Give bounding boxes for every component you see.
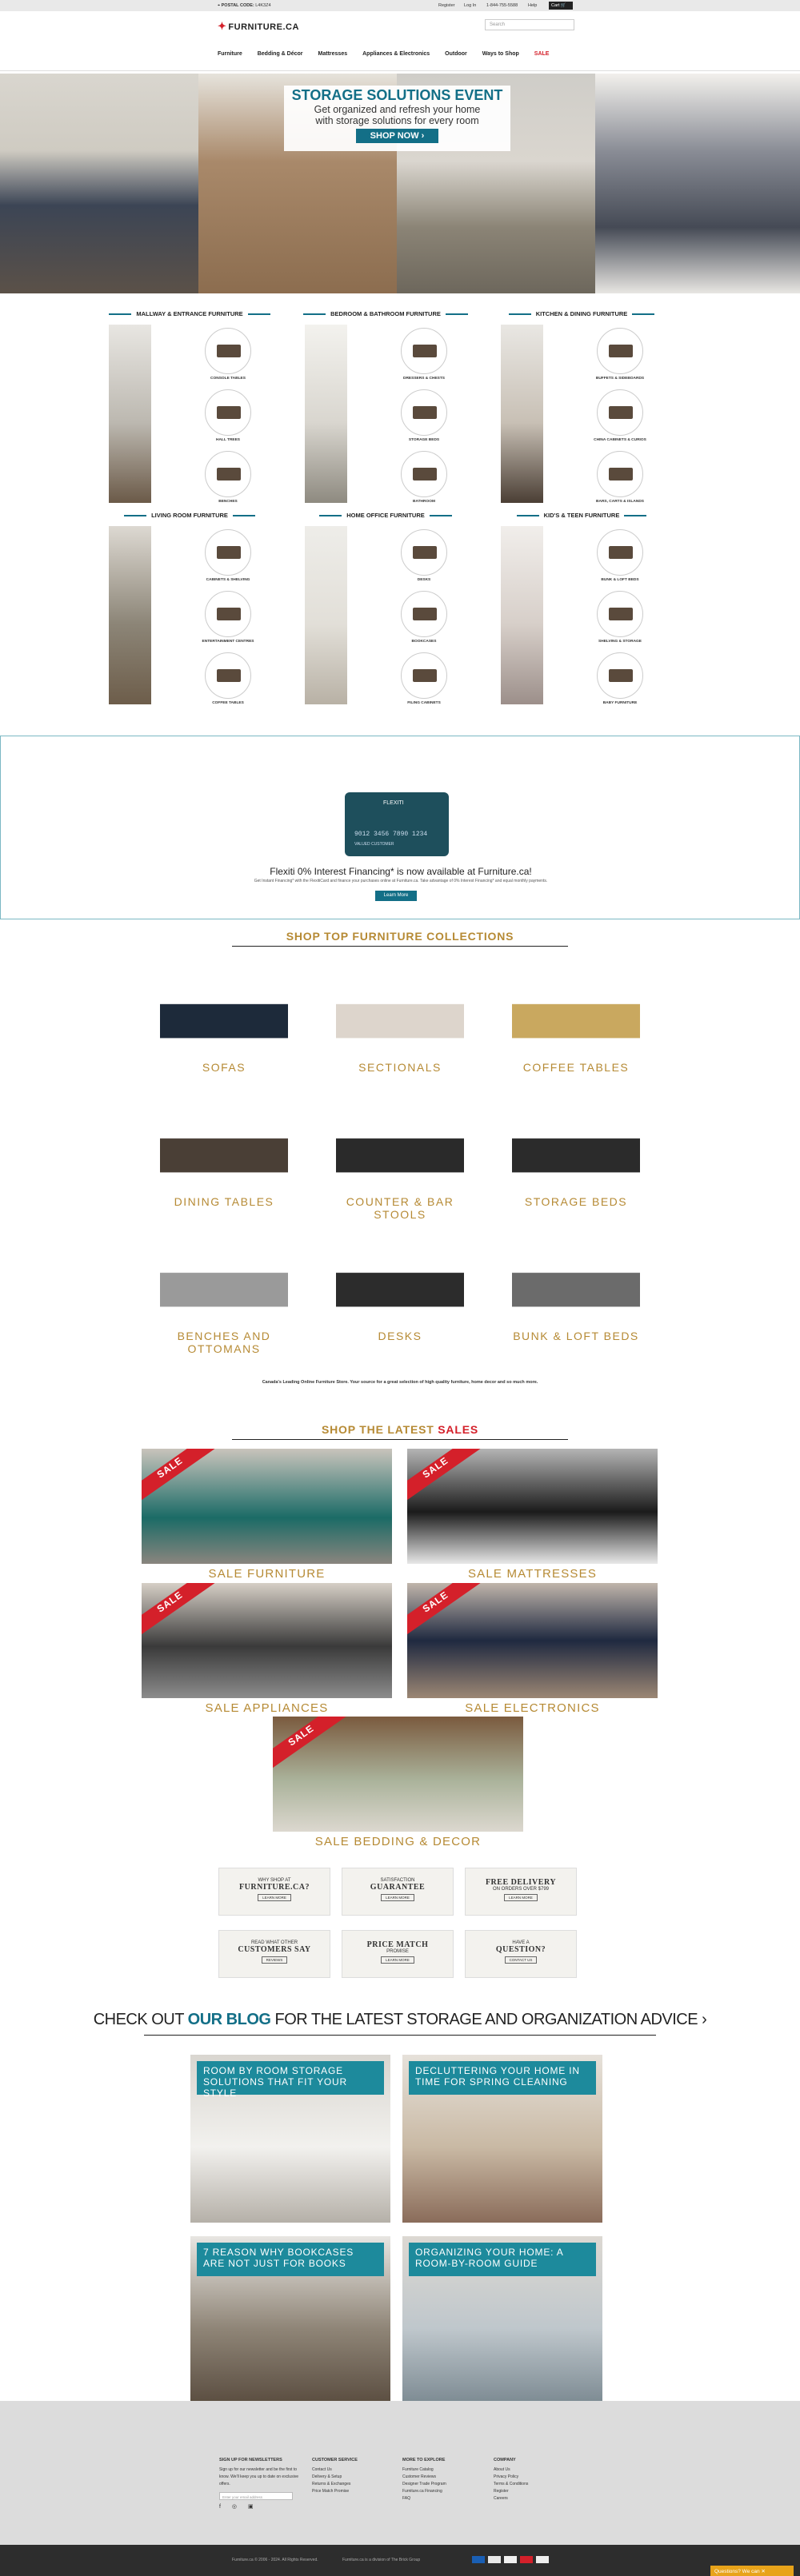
- why-shop-box[interactable]: [342, 1930, 454, 1978]
- category-heading[interactable]: BEDROOM & BATHROOM FURNITURE: [294, 310, 478, 317]
- flexiti-subtext: Get Instant Financing* with the FlexitiCard and finance your purchases online at Furniture.ca. Take advantage of 0% Interest Financing* and equal monthly payments.: [254, 879, 548, 883]
- why-shop-box[interactable]: [218, 1868, 330, 1916]
- category-link[interactable]: BENCHES: [218, 500, 238, 504]
- location-pin-icon: ⌖: [218, 3, 221, 8]
- blog-post-card[interactable]: [190, 2236, 390, 2404]
- nav-outdoor[interactable]: Outdoor: [445, 51, 467, 57]
- sale-photo[interactable]: [273, 1717, 523, 1832]
- site-logo[interactable]: ✦ FURNITURE.CA: [218, 20, 299, 32]
- product-thumb-icon: [217, 345, 241, 357]
- newsletter-email-input[interactable]: Enter your email address: [219, 2492, 293, 2500]
- collection-photo[interactable]: [160, 1252, 288, 1320]
- collection-photo[interactable]: [512, 983, 640, 1051]
- category-link[interactable]: DESKS: [417, 578, 431, 582]
- sales-title: SHOP THE LATEST SALES: [322, 1423, 478, 1436]
- blog-title[interactable]: CHECK OUT OUR BLOG FOR THE LATEST STORAGE AND ORGANIZATION ADVICE ›: [93, 2011, 707, 2028]
- category-photo[interactable]: [109, 526, 151, 704]
- hero-line2: with storage solutions for every room: [315, 115, 479, 126]
- collection-photo[interactable]: [336, 1118, 464, 1186]
- footer-link[interactable]: Customer Reviews: [402, 2474, 436, 2479]
- category-thumb[interactable]: [401, 389, 447, 436]
- blog-post-card[interactable]: [402, 2236, 602, 2404]
- product-thumb-icon: [217, 406, 241, 419]
- category-photo[interactable]: [109, 325, 151, 503]
- collection-photo[interactable]: [512, 1118, 640, 1186]
- category-thumb[interactable]: [597, 328, 643, 374]
- sale-category-link[interactable]: SALE APPLIANCES: [205, 1701, 329, 1715]
- service-col: CUSTOMER SERVICE Contact Us Delivery & Setup Returns & Exchanges Price Match Promise: [312, 2458, 358, 2494]
- category-link[interactable]: FILING CABINETS: [407, 701, 441, 705]
- category-link[interactable]: HALL TREES: [215, 438, 241, 442]
- copyright: Furniture.ca © 2006 - 2024. All Rights Reserved.: [232, 2558, 318, 2562]
- divider: [144, 2035, 656, 2036]
- close-icon: ✕: [761, 2569, 766, 2574]
- visa-icon: [472, 2556, 485, 2563]
- category-heading[interactable]: HOME OFFICE FURNITURE: [294, 512, 478, 519]
- collection-link[interactable]: STORAGE BEDS: [524, 1195, 628, 1208]
- category-photo[interactable]: [305, 526, 347, 704]
- footer-link[interactable]: About Us: [494, 2467, 510, 2472]
- collection-link[interactable]: BUNK & LOFT BEDS: [513, 1330, 639, 1342]
- why-link-button[interactable]: LEARN MORE: [504, 1894, 538, 1901]
- sale-ribbon: SALE: [273, 1717, 350, 1773]
- hero-line1: Get organized and refresh your home: [314, 104, 481, 115]
- collection-photo[interactable]: [336, 983, 464, 1051]
- search-input[interactable]: Search: [485, 19, 574, 30]
- category-heading[interactable]: KID'S & TEEN FURNITURE: [490, 512, 674, 519]
- product-thumb-icon: [217, 546, 241, 559]
- category-thumb[interactable]: [597, 652, 643, 699]
- why-shop-box[interactable]: [218, 1930, 330, 1978]
- category-heading[interactable]: MALLWAY & ENTRANCE FURNITURE: [98, 310, 282, 317]
- collection-photo[interactable]: [512, 1252, 640, 1320]
- divider: [232, 1439, 568, 1440]
- product-thumb-icon: [413, 406, 437, 419]
- why-big-text: QUESTION?: [495, 1945, 546, 1954]
- collection-photo[interactable]: [336, 1252, 464, 1320]
- why-link-button[interactable]: LEARN MORE: [258, 1894, 291, 1901]
- collection-link[interactable]: DESKS: [378, 1330, 422, 1342]
- footer-link[interactable]: Careers: [494, 2496, 508, 2501]
- help-link[interactable]: Help: [528, 3, 538, 8]
- why-small-text: SATISFACTION: [380, 1878, 415, 1883]
- divider: [0, 70, 800, 71]
- category-thumb[interactable]: [597, 591, 643, 637]
- category-photo[interactable]: [305, 325, 347, 503]
- category-link[interactable]: BUFFETS & SIDEBOARDS: [595, 377, 645, 381]
- nav-bedding[interactable]: Bedding & Décor: [257, 51, 303, 57]
- collections-title: SHOP TOP FURNITURE COLLECTIONS: [286, 930, 514, 943]
- chat-button[interactable]: Questions? We can ✕: [710, 2566, 794, 2576]
- sale-ribbon: SALE: [142, 1449, 218, 1505]
- category-link[interactable]: STORAGE BEDS: [408, 438, 440, 442]
- why-link-button[interactable]: CONTACT US: [505, 1956, 538, 1964]
- category-photo[interactable]: [501, 526, 543, 704]
- top-bar: [0, 0, 800, 11]
- hero-closet-photo: [595, 74, 800, 293]
- nav-appliances[interactable]: Appliances & Electronics: [362, 51, 430, 57]
- why-link-button[interactable]: LEARN MORE: [381, 1894, 414, 1901]
- blog-post-title[interactable]: DECLUTTERING YOUR HOME IN TIME FOR SPRING CLEANING: [409, 2061, 596, 2095]
- collection-photo[interactable]: [160, 1118, 288, 1186]
- maple-leaf-icon: ✦: [218, 20, 227, 32]
- footer: [0, 2401, 800, 2554]
- why-small-text: PROMISE: [386, 1949, 409, 1954]
- blog-post-title[interactable]: ROOM BY ROOM STORAGE SOLUTIONS THAT FIT YOUR STYLE: [197, 2061, 384, 2095]
- sale-photo[interactable]: [407, 1449, 658, 1564]
- why-small-text: ON ORDERS OVER $799: [492, 1887, 550, 1892]
- why-shop-box[interactable]: [465, 1930, 577, 1978]
- why-shop-box[interactable]: [465, 1868, 577, 1916]
- sale-ribbon: SALE: [407, 1449, 484, 1505]
- postal-code[interactable]: ⌖ POSTAL CODE: L4K3Z4: [218, 3, 271, 8]
- category-thumb[interactable]: [205, 389, 251, 436]
- flexiti-icon: [520, 2556, 533, 2563]
- product-thumb-icon: [609, 468, 633, 481]
- product-thumb-icon: [413, 608, 437, 620]
- card-number: 9012 3456 7890 1234: [354, 831, 428, 838]
- product-thumb-icon: [609, 345, 633, 357]
- why-big-text: FREE DELIVERY: [485, 1878, 557, 1887]
- category-link[interactable]: DRESSERS & CHESTS: [403, 377, 445, 381]
- why-big-text: FURNITURE.CA?: [239, 1883, 310, 1892]
- product-thumb-icon: [217, 608, 241, 620]
- product-thumb-icon: [217, 468, 241, 481]
- site-tagline: Canada's Leading Online Furniture Store. Your source for a great selection of high quality furniture, home decor and so much more.: [262, 1380, 538, 1385]
- category-link[interactable]: CHINA CABINETS & CURIOS: [594, 438, 646, 442]
- footer-link[interactable]: FAQ: [402, 2496, 411, 2501]
- category-link[interactable]: BABY FURNITURE: [602, 701, 638, 705]
- footer-link[interactable]: Returns & Exchanges: [312, 2482, 351, 2486]
- collection-link[interactable]: COFFEE TABLES: [522, 1061, 630, 1074]
- main-nav: [218, 51, 582, 61]
- sale-ribbon: SALE: [407, 1583, 484, 1640]
- learn-more-button[interactable]: Learn More: [375, 891, 417, 901]
- category-thumb[interactable]: [401, 529, 447, 576]
- amex-icon: [488, 2556, 501, 2563]
- collection-link[interactable]: SECTIONALS: [358, 1061, 442, 1074]
- payment-icons: [472, 2556, 549, 2563]
- product-thumb-icon: [413, 468, 437, 481]
- sale-photo[interactable]: [407, 1583, 658, 1698]
- why-big-text: GUARANTEE: [370, 1883, 426, 1892]
- divider: [232, 946, 568, 947]
- category-link[interactable]: COFFEE TABLES: [212, 701, 244, 705]
- footer-link[interactable]: Contact Us: [312, 2467, 332, 2472]
- nav-ways-to-shop[interactable]: Ways to Shop: [482, 51, 519, 57]
- product-thumb-icon: [609, 669, 633, 682]
- category-thumb[interactable]: [205, 328, 251, 374]
- category-link[interactable]: BATHROOM: [413, 500, 435, 504]
- footer-link[interactable]: Price Match Promise: [312, 2489, 350, 2494]
- flexiti-headline: Flexiti 0% Interest Financing* is now available at Furniture.ca!: [270, 866, 532, 877]
- category-thumb[interactable]: [597, 451, 643, 497]
- footer-link[interactable]: Furniture Catalog: [402, 2467, 434, 2472]
- card-name: VALUED CUSTOMER: [354, 842, 394, 847]
- blog-post-card[interactable]: [402, 2055, 602, 2223]
- hero-bedroom-photo: [0, 74, 198, 293]
- category-photo[interactable]: [501, 325, 543, 503]
- nav-sale[interactable]: SALE: [534, 51, 550, 57]
- category-thumb[interactable]: [597, 389, 643, 436]
- why-link-button[interactable]: REVIEWS: [262, 1956, 288, 1964]
- company-col: COMPANY About Us Privacy Policy Terms & Conditions Register Careers: [494, 2458, 529, 2501]
- explore-col: MORE TO EXPLORE Furniture Catalog Customer Reviews Designer Trade Program Furniture.ca Financing FAQ: [402, 2458, 446, 2501]
- collection-link[interactable]: BENCHES AND OTTOMANS: [177, 1330, 271, 1355]
- cart-button[interactable]: Cart 🛒: [549, 2, 573, 10]
- hero-title: STORAGE SOLUTIONS EVENT: [291, 87, 503, 103]
- why-link-button[interactable]: LEARN MORE: [381, 1956, 414, 1964]
- newsletter-col: SIGN UP FOR NEWSLETTERS Sign up for our newsletter and be the first to know. We'll keep you up to date on exclusive offers. Enter your email address f ◎ ▣: [219, 2458, 298, 2510]
- category-link[interactable]: SHELVING & STORAGE: [598, 640, 642, 644]
- social-icons[interactable]: f ◎ ▣: [219, 2504, 258, 2510]
- category-heading[interactable]: LIVING ROOM FURNITURE: [98, 512, 282, 519]
- blog-post-title[interactable]: 7 REASON WHY BOOKCASES ARE NOT JUST FOR BOOKS: [197, 2243, 384, 2276]
- category-thumb[interactable]: [205, 591, 251, 637]
- sale-category-link[interactable]: SALE BEDDING & DECOR: [314, 1835, 482, 1848]
- hero-promo-box: [284, 86, 510, 151]
- why-small-text: READ WHAT OTHER: [250, 1940, 298, 1945]
- login-link[interactable]: Log In: [464, 3, 477, 8]
- collection-link[interactable]: SOFAS: [202, 1061, 246, 1074]
- category-link[interactable]: ENTERTAINMENT CENTRES: [202, 640, 254, 644]
- debit-icon: [536, 2556, 549, 2563]
- division-note: Furniture.ca is a division of The Brick Group: [342, 2558, 421, 2562]
- category-link[interactable]: BOOKCASES: [411, 640, 437, 644]
- category-link[interactable]: BARS, CARTS & ISLANDS: [596, 500, 644, 504]
- why-big-text: PRICE MATCH: [366, 1940, 429, 1949]
- flexiti-card: [345, 792, 449, 856]
- cart-icon: 🛒: [560, 3, 566, 8]
- product-thumb-icon: [413, 345, 437, 357]
- category-link[interactable]: BUNK & LOFT BEDS: [601, 578, 639, 582]
- blog-post-card[interactable]: [190, 2055, 390, 2223]
- why-small-text: WHY SHOP AT: [258, 1878, 291, 1883]
- mastercard-icon: [504, 2556, 517, 2563]
- product-thumb-icon: [609, 546, 633, 559]
- flexiti-banner: [0, 736, 800, 919]
- category-thumb[interactable]: [401, 451, 447, 497]
- footer-link[interactable]: Delivery & Setup: [312, 2474, 342, 2479]
- product-thumb-icon: [413, 546, 437, 559]
- why-big-text: CUSTOMERS SAY: [238, 1945, 311, 1954]
- collection-link[interactable]: COUNTER & BAR STOOLS: [346, 1195, 454, 1221]
- sale-category-link[interactable]: SALE MATTRESSES: [467, 1567, 598, 1581]
- product-thumb-icon: [609, 406, 633, 419]
- footer-link[interactable]: Designer Trade Program: [402, 2482, 446, 2486]
- product-thumb-icon: [609, 608, 633, 620]
- category-thumb[interactable]: [401, 328, 447, 374]
- category-thumb[interactable]: [401, 591, 447, 637]
- hero-banner[interactable]: [0, 74, 800, 293]
- footer-bottom: [0, 2545, 800, 2576]
- sale-photo[interactable]: [142, 1583, 392, 1698]
- phone-link[interactable]: 1-844-755-5588: [486, 3, 518, 8]
- why-small-text: HAVE A: [512, 1940, 530, 1945]
- why-shop-box[interactable]: [342, 1868, 454, 1916]
- register-link[interactable]: Register: [438, 3, 455, 8]
- product-thumb-icon: [217, 669, 241, 682]
- collection-photo[interactable]: [160, 983, 288, 1051]
- sale-photo[interactable]: [142, 1449, 392, 1564]
- category-link[interactable]: CONSOLE TABLES: [210, 377, 246, 381]
- nav-furniture[interactable]: Furniture: [218, 51, 242, 57]
- footer-link[interactable]: Furniture.ca Financing: [402, 2489, 442, 2494]
- blog-post-title[interactable]: ORGANIZING YOUR HOME: A ROOM-BY-ROOM GUIDE: [409, 2243, 596, 2276]
- sale-category-link[interactable]: SALE ELECTRONICS: [465, 1701, 600, 1715]
- sale-category-link[interactable]: SALE FURNITURE: [208, 1567, 326, 1581]
- sale-ribbon: SALE: [142, 1583, 218, 1640]
- product-thumb-icon: [413, 669, 437, 682]
- category-thumb[interactable]: [597, 529, 643, 576]
- collection-link[interactable]: DINING TABLES: [174, 1195, 274, 1208]
- shop-now-button[interactable]: SHOP NOW ›: [356, 129, 439, 143]
- category-thumb[interactable]: [205, 451, 251, 497]
- footer-link[interactable]: Terms & Conditions: [494, 2482, 529, 2486]
- category-thumb[interactable]: [205, 652, 251, 699]
- footer-link[interactable]: Register: [494, 2489, 509, 2494]
- category-heading[interactable]: KITCHEN & DINING FURNITURE: [490, 310, 674, 317]
- category-link[interactable]: CABINETS & SHELVING: [206, 578, 250, 582]
- nav-mattresses[interactable]: Mattresses: [318, 51, 348, 57]
- category-thumb[interactable]: [205, 529, 251, 576]
- card-brand: FLEXITI: [383, 800, 404, 806]
- footer-link[interactable]: Privacy Policy: [494, 2474, 519, 2479]
- category-thumb[interactable]: [401, 652, 447, 699]
